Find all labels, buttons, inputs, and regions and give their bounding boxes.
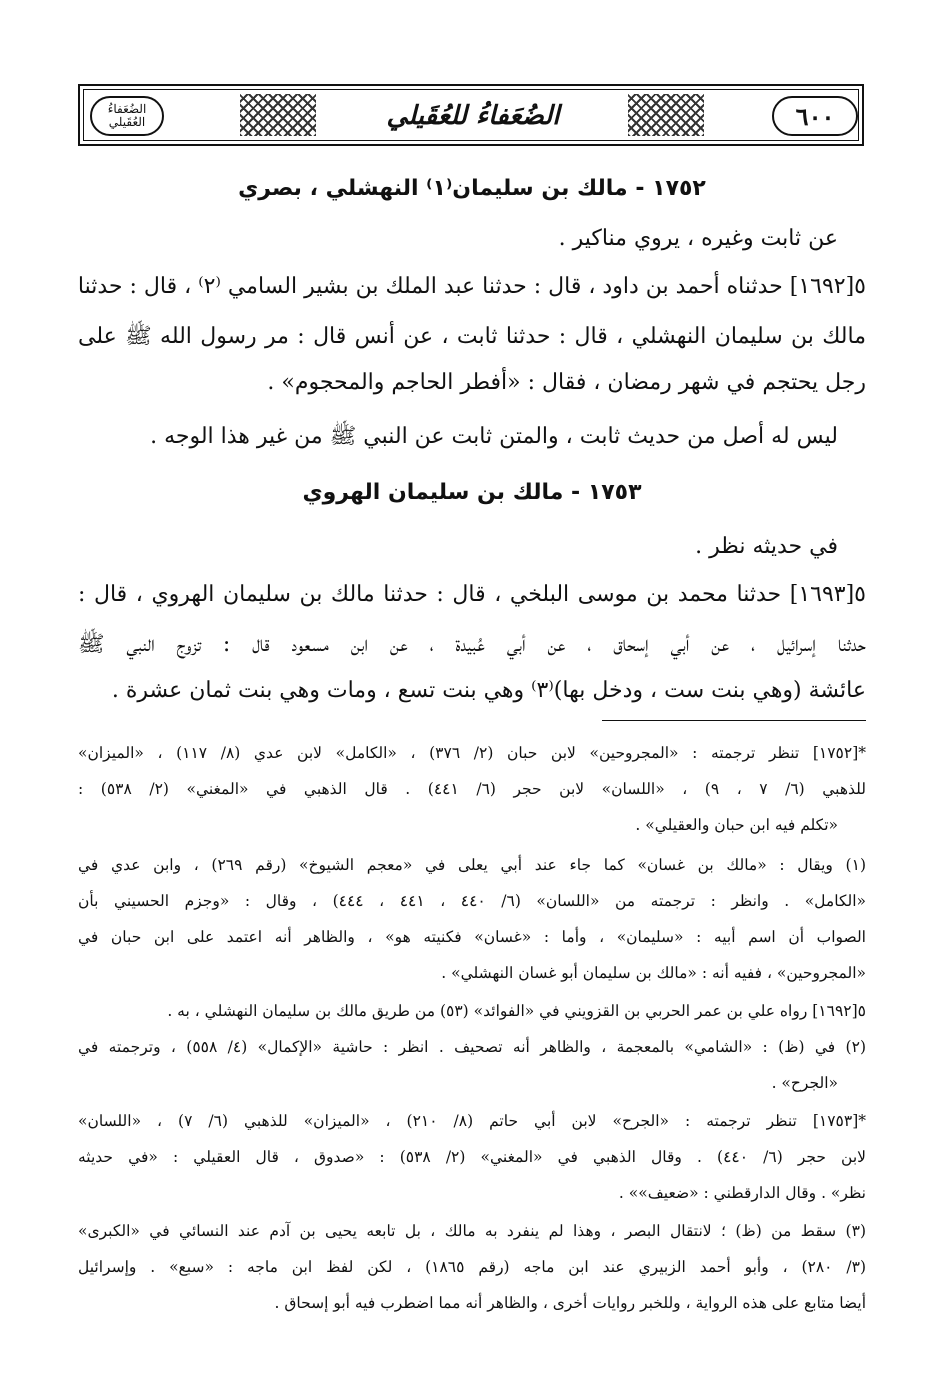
footnote-line: لابن حجر (٦/ ٤٤٠) . وقال الذهبي في «المغني» (٢/ ٥٣٨) : «صدوق ، قال العقيلي : «في حديثه xyxy=(78,1148,866,1166)
footnote-line: (٣/ ٢٨٠) ، وأبو أحمد الزبيري عند ابن ماجه (رقم ١٨٦٥) ، لكن لفظ ابن ماجه : «سبع» . وإسرائيل xyxy=(78,1258,867,1276)
footnote-line: «الكامل» . وانظر : ترجمته من «اللسان» (٦/ ٤٤٠ ، ٤٤١ ، ٤٤٤) ، وقال : «وجزم الحسيني بأن xyxy=(78,892,867,910)
hadith-1692-line-3: رجل يحتجم في شهر رمضان ، فقال : «أفطر الحاجم والمحجوم» . xyxy=(267,370,866,395)
footnote-line: (٣) سقط من (ظ) ؛ لانتقال البصر ، وهذا لم ينفرد به مالك ، بل تابعه يحيى بن آدم عند النسائي في «الكبرى» xyxy=(78,1222,866,1240)
footnote-line: (٢) في (ظ) : «الشامي» بالمعجمة ، والظاهر أنه تصحيف . انظر : حاشية «الإكمال» (٤/ ٥٥٨) ، وترجمته في xyxy=(78,1038,866,1056)
ornament-right-icon xyxy=(628,94,704,136)
entry-1752-comment: ليس له أصل من حديث ثابت ، والمتن ثابت عن النبي ﷺ من غير هذا الوجه . xyxy=(150,424,838,449)
side-label-2: العُقَيلي xyxy=(108,115,146,129)
entry-1752-intro: عن ثابت وغيره ، يروي مناكير . xyxy=(558,226,838,251)
footnote-line: *[١٧٥٣] تنظر ترجمته : «الجرح» لابن أبي حاتم (٨/ ٢١٠) ، «الميزان» للذهبي (٦/ ٧) ، «اللسان» xyxy=(78,1112,866,1130)
footnote-line: «المجروحين» ، ففيه أنه : «مالك بن سليمان أبو غسان النهشلي» . xyxy=(441,964,866,982)
hadith-1693-line-1: ٥[١٦٩٣] حدثنا محمد بن موسى البلخي ، قال : حدثنا مالك بن سليمان الهروي ، قال : xyxy=(78,582,866,607)
footnote-line: أيضا متابع على هذه الرواية ، وللخبر روايات أخرى ، والظاهر أنه مما اضطرب فيه أبو إسحاق . xyxy=(274,1294,866,1312)
footnote-line: *[١٧٥٢] تنظر ترجمته : «المجروحين» لابن حبان (٢/ ٣٧٦) ، «الكامل» لابن عدي (٨/ ١١٧) ، «الميزان» xyxy=(78,744,866,762)
side-label-1: الضُعَفاءُ xyxy=(107,102,147,116)
hadith-1693-line-2: حدثنا إسرائيل ، عن أبي إسحاق ، عن أبي عُبيدة ، عن ابن مسعود قال : تزوج النبي ﷺ xyxy=(78,632,866,657)
page-number: ٦٠٠ xyxy=(772,96,858,136)
entry-1753-heading: ١٧٥٣ - مالك بن سليمان الهروي xyxy=(302,480,642,505)
hadith-1692-line-2: مالك بن سليمان النهشلي ، قال : حدثنا ثابت ، عن أنس قال : مر رسول الله ﷺ على xyxy=(78,324,866,349)
entry-1753-intro: في حديثه نظر . xyxy=(695,534,838,559)
footnote-separator xyxy=(602,720,866,721)
footnote-line: «تكلم فيه ابن حبان والعقيلي» . xyxy=(635,816,838,834)
page-header xyxy=(78,84,864,146)
footnote-line: الصواب أن اسم أبيه : «سليمان» ، وأما : «غسان» فكنيته هو» ، والظاهر أنه اعتمد على ابن حبان في xyxy=(78,928,866,946)
side-cartouche xyxy=(90,96,164,136)
book-title: الضُعَفاءُ للعُقَيلي xyxy=(386,101,560,131)
footnote-line: للذهبي (٦/ ٧ ، ٩) ، «اللسان» لابن حجر (٦/ ٤٤١) . قال الذهبي في «المغني» (٢/ ٥٣٨) : xyxy=(78,780,867,798)
footnote-line: نظر» . وقال الدارقطني : «ضعيف»» . xyxy=(618,1184,866,1202)
ornament-left-icon xyxy=(240,94,316,136)
entry-1752-heading: ١٧٥٢ - مالك بن سليمان⁽١⁾ النهشلي ، بصري xyxy=(238,176,706,201)
hadith-1693-line-3: عائشة (وهي بنت ست ، ودخل بها)⁽٣⁾ وهي بنت تسع ، ومات وهي بنت ثمان عشرة . xyxy=(111,678,866,703)
footnote-line: «الجرح» . xyxy=(771,1074,838,1092)
footnote-line: ٥[١٦٩٢] رواه علي بن عمر الحربي بن القزويني في «الفوائد» (٥٣) من طريق مالك بن سليمان النهشلي ، به . xyxy=(167,1002,866,1020)
footnote-line: (١) ويقال : «مالك بن غسان» كما جاء عند أبي يعلى في «معجم الشيوخ» (رقم ٢٦٩) ، وابن عدي في xyxy=(78,856,866,874)
hadith-1692-line-1: ٥[١٦٩٢] حدثناه أحمد بن داود ، قال : حدثنا عبد الملك بن بشير السامي ⁽٢⁾ ، قال : حدثنا xyxy=(77,274,866,299)
